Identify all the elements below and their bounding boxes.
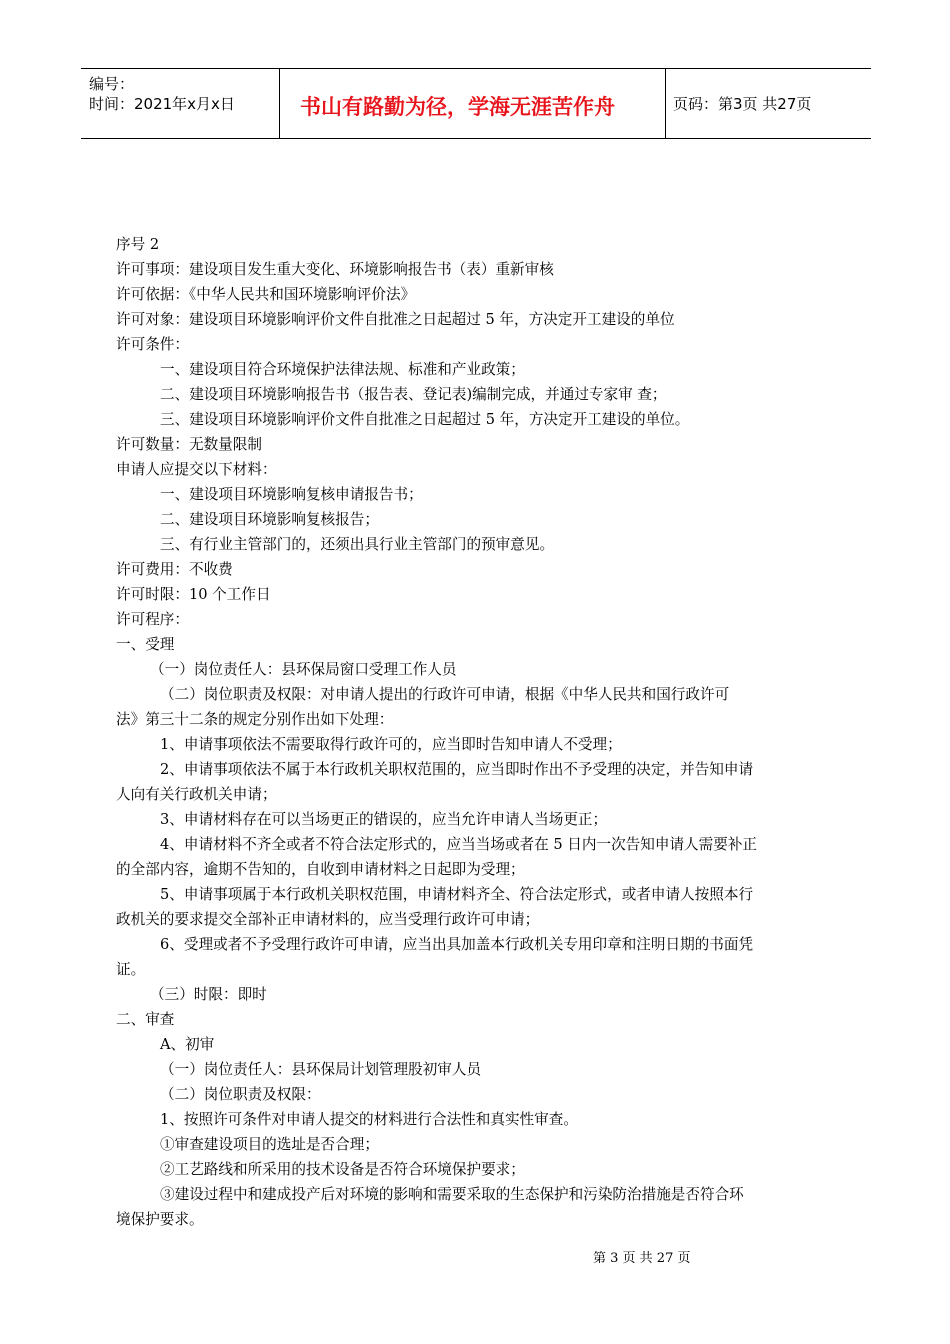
text-line: （二）岗位职责及权限：: [160, 1086, 321, 1103]
header-page-number: 页码：第3页 共27页: [673, 95, 812, 113]
text-line: 一、受理: [116, 636, 175, 653]
text-line: 许可时限：10 个工作日: [116, 586, 271, 603]
text-line: 许可数量：无数量限制: [116, 436, 262, 453]
text-line: 许可条件：: [116, 336, 189, 353]
text-line: 许可费用：不收费: [116, 561, 233, 578]
text-line: （三）时限：即时: [150, 986, 267, 1003]
text-line: 6、受理或者不予受理行政许可申请，应当出具加盖本行政机关专用印章和注明日期的书面凭: [160, 936, 754, 953]
text-line: 1、申请事项依法不需要取得行政许可的，应当即时告知申请人不受理；: [160, 736, 622, 753]
text-line: 许可对象：建设项目环境影响评价文件自批准之日起超过 5 年，方决定开工建设的单位: [116, 311, 675, 328]
text-line: 法》第三十二条的规定分别作出如下处理：: [116, 711, 394, 728]
text-line: 境保护要求。: [116, 1211, 204, 1228]
doc-number-label: 编号：: [89, 75, 135, 93]
text-line: 二、建设项目环境影响复核报告；: [160, 511, 379, 528]
text-line: （二）岗位职责及权限：对申请人提出的行政许可申请，根据《中华人民共和国行政许可: [160, 686, 730, 703]
text-line: A、初审: [160, 1036, 215, 1053]
text-line: 二、审查: [116, 1011, 175, 1028]
text-line: 许可依据：《中华人民共和国环境影响评价法》: [116, 286, 416, 303]
doc-date-label: 时间：2021年x月x日: [89, 95, 235, 113]
text-line: 三、有行业主管部门的，还须出具行业主管部门的预审意见。: [160, 536, 555, 553]
text-line: 政机关的要求提交全部补正申请材料的，应当受理行政许可申请；: [116, 911, 540, 928]
header-motto: 书山有路勤为径，学海无涯苦作舟: [300, 95, 615, 119]
text-line: 2、申请事项依法不属于本行政机关职权范围的，应当即时作出不予受理的决定，并告知申请: [160, 761, 754, 778]
text-line: 3、申请材料存在可以当场更正的错误的，应当允许申请人当场更正；: [160, 811, 608, 828]
text-line: 一、建设项目环境影响复核申请报告书；: [160, 486, 423, 503]
text-line: 许可事项：建设项目发生重大变化、环境影响报告书（表）重新审核: [116, 261, 554, 278]
text-line: ②工艺路线和所采用的技术设备是否符合环境保护要求；: [160, 1161, 525, 1178]
text-line: 人向有关行政机关申请；: [116, 786, 277, 803]
text-line: 申请人应提交以下材料：: [116, 461, 277, 478]
text-line: 证。: [116, 961, 146, 978]
text-line: 的全部内容，逾期不告知的，自收到申请材料之日起即为受理；: [116, 861, 525, 878]
text-line: 二、建设项目环境影响报告书（报告表、登记表)编制完成，并通过专家审 查；: [160, 386, 667, 403]
text-line: （一）岗位责任人：县环保局窗口受理工作人员: [150, 661, 457, 678]
text-line: 4、申请材料不齐全或者不符合法定形式的，应当当场或者在 5 日内一次告知申请人需要补正: [160, 836, 758, 853]
text-line: （一）岗位责任人：县环保局计划管理股初审人员: [160, 1061, 482, 1078]
text-line: 许可程序：: [116, 611, 189, 628]
text-line: 序号 2: [116, 236, 160, 253]
text-line: ③建设过程中和建成投产后对环境的影响和需要采取的生态保护和污染防治措施是否符合环: [160, 1186, 744, 1203]
text-line: ①审查建设项目的选址是否合理；: [160, 1136, 379, 1153]
text-line: 5、申请事项属于本行政机关职权范围，申请材料齐全、符合法定形式，或者申请人按照本行: [160, 886, 754, 903]
text-line: 三、建设项目环境影响评价文件自批准之日起超过 5 年，方决定开工建设的单位。: [160, 411, 690, 428]
page-footer: 第 3 页 共 27 页: [593, 1251, 691, 1266]
text-line: 一、建设项目符合环境保护法律法规、标准和产业政策；: [160, 361, 525, 378]
text-line: 1、按照许可条件对申请人提交的材料进行合法性和真实性审查。: [160, 1111, 578, 1128]
